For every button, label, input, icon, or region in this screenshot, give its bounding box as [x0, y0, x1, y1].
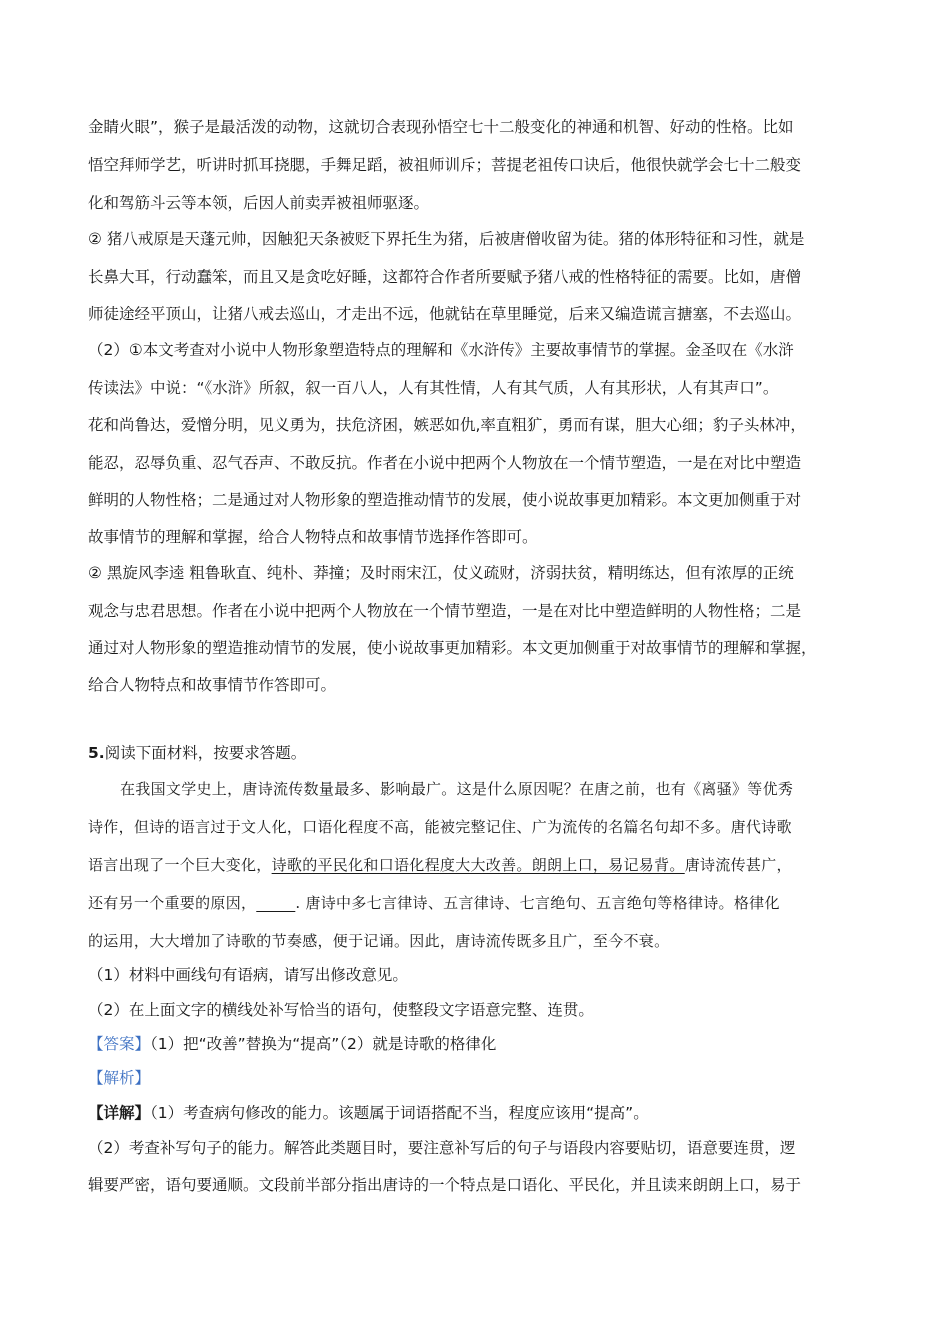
underlined-sentence: 诗歌的平民化和口语化程度大大改善。朗朗上口，易记易背。	[271, 856, 685, 874]
detail-line	[88, 1103, 649, 1123]
prev-answer-line: 化和驾筋斗云等本领，后因人前卖弄被祖师驱逐。	[88, 194, 430, 212]
prev-answer-line: 鲜明的人物性格；二是通过对人物形象的塑造推动情节的发展，使小说故事更加精彩。本文更加侧重于对	[88, 491, 802, 509]
detail2-line: （2）考查补写句子的能力。解答此类题目时，要注意补写后的句子与语段内容要贴切，语意要连贯，逻	[88, 1139, 796, 1157]
answer-tag: 【答案】	[88, 1035, 151, 1053]
prev-answer-line: 传读法》中说：“《水浒》所叙，叙一百八人，人有其性情，人有其气质，人有其形状，人有其声口”。	[88, 379, 779, 397]
prev-answer-line: 悟空拜师学艺，听讲时抓耳挠腮，手舞足蹈，被祖师训斥；菩提老祖传口诀后，他很快就学会七十二般变	[88, 156, 802, 174]
detail-tag: 【详解】	[88, 1104, 151, 1122]
prev-answer-line: 金睛火眼”，猴子是最活泼的动物，这就切合表现孙悟空七十二般变化的神通和机智、好动的性格。比如	[88, 118, 794, 136]
analysis-tag: 【解析】	[88, 1069, 151, 1087]
prev-answer-line: 花和尚鲁达，爱憎分明，见义勇为，扶危济困，嫉恶如仇,率直粗犷，勇而有谋，胆大心细；豹子头林冲，	[88, 416, 806, 434]
answer-line	[88, 1034, 496, 1054]
passage-line	[88, 855, 792, 875]
fill-blank: _____	[256, 894, 296, 912]
prev-answer-line: 通过对人物形象的塑造推动情节的发展，使小说故事更加精彩。本文更加侧重于对故事情节的理解和掌握，	[88, 639, 817, 657]
question-prompt: 阅读下面材料，按要求答题。	[104, 744, 307, 762]
prev-answer-line: 长鼻大耳，行动蠢笨，而且又是贪吃好睡，这都符合作者所要赋予猪八戒的性格特征的需要。比如，唐僧	[88, 268, 802, 286]
prev-answer-line: 故事情节的理解和掌握，给合人物特点和故事情节选择作答即可。	[88, 528, 538, 546]
detail-number: （1）	[150, 1104, 184, 1122]
question-5-heading	[88, 743, 306, 763]
passage-line: 的运用，大大增加了诗歌的节奏感，便于记诵。因此，唐诗流传既多且广，至今不衰。	[88, 932, 670, 950]
detail-text: 考查病句修改的能力。该题属于词语搭配不当，程度应该用“提高”。	[183, 1104, 649, 1122]
question-number: 5.	[88, 744, 105, 762]
sub-question-1: （1）材料中画线句有语病，请写出修改意见。	[88, 966, 408, 984]
prev-answer-line: （2）①本文考查对小说中人物形象塑造特点的理解和《水浒传》主要故事情节的掌握。金圣叹在《水浒	[88, 341, 794, 359]
answer-text: （1）把“改善”替换为“提高”（2）就是诗歌的格律化	[150, 1035, 497, 1053]
detail2-line: 辑要严密，语句要通顺。文段前半部分指出唐诗的一个特点是口语化、平民化，并且读来朗朗上口，易于	[88, 1176, 802, 1194]
passage-text: 还有另一个重要的原因，	[88, 894, 257, 912]
sub-question-2: （2）在上面文字的横线处补写恰当的语句，使整段文字语意完整、连贯。	[88, 1001, 594, 1019]
passage-text: 唐诗流传甚广，	[684, 856, 792, 874]
passage-text: 语言出现了一个巨大变化，	[88, 856, 272, 874]
passage-line: 诗作，但诗的语言过于文人化，口语化程度不高，能被完整记住、广为流传的名篇名句却不多。唐代诗歌	[88, 818, 792, 836]
prev-answer-line: 给合人物特点和故事情节作答即可。	[88, 676, 337, 694]
prev-answer-line: ② 猪八戒原是天蓬元帅，因触犯天条被贬下界托生为猪，后被唐僧收留为徒。猪的体形特征和习性，就是	[88, 230, 805, 248]
prev-answer-line: 能忍，忍辱负重、忍气吞声、不敢反抗。作者在小说中把两个人物放在一个情节塑造，一是在对比中塑造	[88, 454, 802, 472]
passage-line: 在我国文学史上，唐诗流传数量最多、影响最广。这是什么原因呢？在唐之前，也有《离骚》等优秀	[120, 780, 794, 798]
prev-answer-line: 观念与忠君思想。作者在小说中把两个人物放在一个情节塑造，一是在对比中塑造鲜明的人物性格；二是	[88, 602, 802, 620]
passage-line	[88, 893, 780, 913]
prev-answer-line: 师徒途经平顶山，让猪八戒去巡山，才走出不远，他就钻在草里睡觉，后来又编造谎言搪塞，不去巡山。	[88, 305, 802, 323]
passage-text: . 唐诗中多七言律诗、五言律诗、七言绝句、五言绝句等格律诗。格律化	[295, 894, 780, 912]
prev-answer-line: ② 黑旋风李逵 粗鲁耿直、纯朴、莽撞；及时雨宋江，仗义疏财，济弱扶贫，精明练达，但有浓厚的正统	[88, 564, 794, 582]
